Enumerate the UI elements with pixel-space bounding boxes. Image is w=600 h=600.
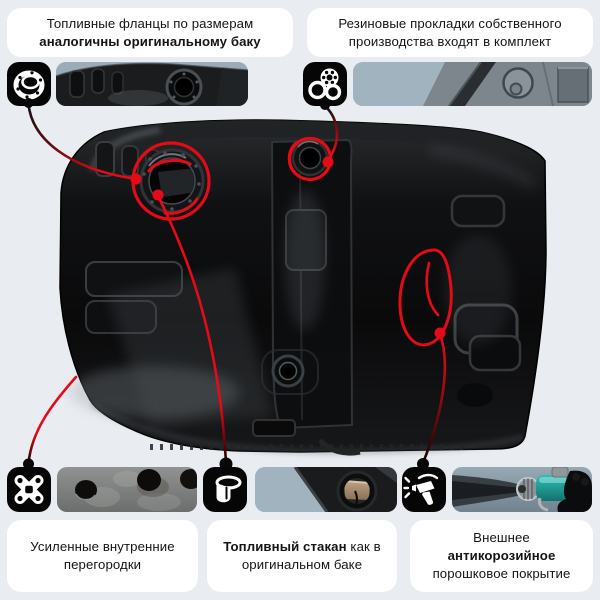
caption-bottom-left xyxy=(7,520,198,592)
red-loop-right xyxy=(400,250,451,345)
red-circle-left-flange xyxy=(133,143,209,219)
tile-fuel-cup xyxy=(203,467,247,512)
caption-top-right xyxy=(307,8,593,57)
fuel-flange-icon xyxy=(7,62,51,106)
red-dots xyxy=(131,157,446,339)
callout-line-cup xyxy=(158,196,226,462)
baffle-photo-art xyxy=(57,467,197,512)
spray-photo-art xyxy=(452,467,592,512)
gasket-photo-art xyxy=(353,62,592,106)
tile-internal-baffles xyxy=(7,467,51,512)
gasket-set-icon xyxy=(303,62,347,106)
caption-line-bold: аналогичны оригинальному баку xyxy=(39,33,261,49)
caption-regular-part: Внешнее xyxy=(473,530,530,546)
red-dot xyxy=(131,174,142,185)
caption-bold-part: антикорозийное xyxy=(447,548,556,564)
photo-fuel-cup-opening xyxy=(255,467,397,512)
spray-gun-icon xyxy=(402,467,446,512)
caption-regular-part: как в оригинальном баке xyxy=(241,539,381,572)
caption-top-left xyxy=(7,8,293,57)
photo-gasket-seat xyxy=(353,62,592,106)
tile-rubber-gaskets xyxy=(303,62,347,106)
caption-bottom-right xyxy=(410,520,593,592)
tank-flange-photo-art xyxy=(56,62,248,106)
tile-powder-coating xyxy=(402,467,446,512)
caption-line xyxy=(418,529,585,582)
red-annotations xyxy=(133,139,451,345)
caption-bottom-center xyxy=(207,520,397,592)
red-dot xyxy=(323,157,334,168)
line-anchors xyxy=(23,98,429,471)
red-dot xyxy=(435,328,446,339)
photo-spray-gun xyxy=(452,467,592,512)
photo-baffle-plate xyxy=(57,467,197,512)
caption-bold-part: Топливный стакан xyxy=(223,539,347,555)
red-circle-top-flange xyxy=(290,139,331,180)
caption-regular-part: порошковое покрытие xyxy=(432,565,571,581)
tile-fuel-flange xyxy=(7,62,51,106)
caption-line: Усиленные внутренние перегородки xyxy=(30,539,175,572)
cup-photo-art xyxy=(255,467,397,512)
callout-line-flange xyxy=(29,104,131,178)
tank-bottom-opening xyxy=(262,350,318,394)
caption-line xyxy=(215,538,389,573)
photo-tank-flange-closeup xyxy=(56,62,248,106)
tank-left-flange xyxy=(141,150,203,212)
caption-line: Топливные фланцы по размерам xyxy=(46,15,254,31)
callout-lines xyxy=(29,104,445,463)
callout-line-gasket xyxy=(325,106,337,158)
red-dot xyxy=(153,190,164,201)
fuel-cup-icon xyxy=(203,467,247,512)
tank-top-flange xyxy=(293,141,327,175)
caption-line: Резиновые прокладки собственного производства входят в комплект xyxy=(338,15,562,49)
tank-body xyxy=(60,120,546,453)
callout-line-baffle xyxy=(29,377,77,463)
baffle-plate-icon xyxy=(7,467,51,512)
callout-line-spray xyxy=(423,334,445,463)
